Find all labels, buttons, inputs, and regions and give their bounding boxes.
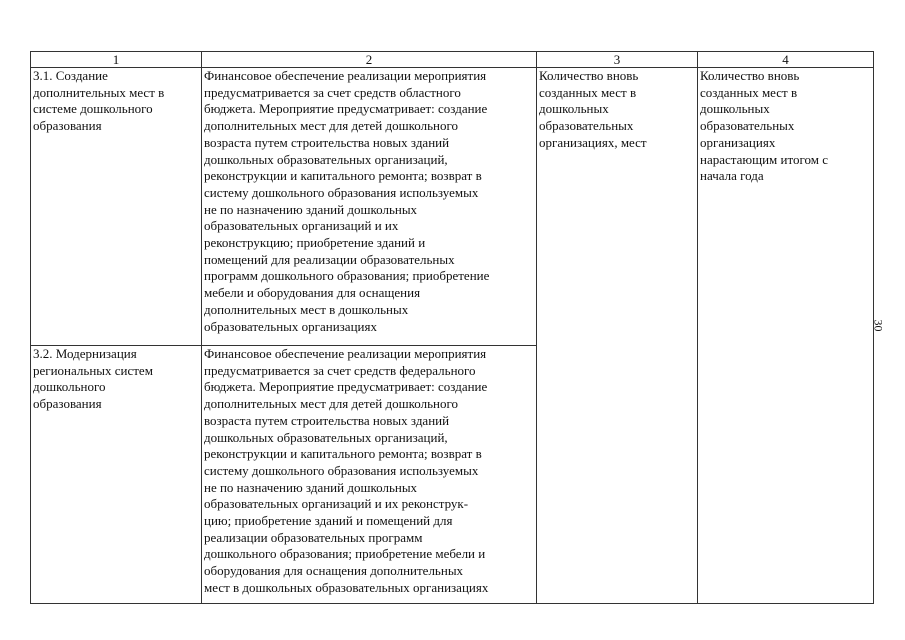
description-cell	[202, 346, 537, 604]
column-number-1: 1	[31, 52, 202, 68]
measure-title: 3.1. Создание дополнительных мест в системе дошкольного образования	[33, 68, 165, 134]
indicator-cumulative-text: Количество вновь созданных мест в дошкольных образовательных организациях нарастающим итогом с начала года	[700, 68, 829, 184]
column-number-3: 3	[537, 52, 698, 68]
measures-table	[30, 51, 874, 604]
measure-description: Финансовое обеспечение реализации мероприятия предусматривается за счет средств областного бюджета. Мероприятие предусматривает: создание дополнительных мест для детей дошкольного возраста путем строительства новых зданий дошкольных образовательных организаций, реконструкции и капитального ремонта; возврат в систему дошкольного образования используемых не по назначению зданий дошкольных образовательных организаций и их реконструкцию; приобретение зданий и помещений для реализации образовательных программ дошкольного образования; приобретение мебели и оборудования для оснащения дополнительных мест в дошкольных образовательных организациях	[204, 68, 490, 334]
measure-cell	[31, 68, 202, 346]
page-number: 30	[871, 319, 886, 332]
measure-cell	[31, 346, 202, 604]
measure-description: Финансовое обеспечение реализации мероприятия предусматривается за счет средств федерального бюджета. Мероприятие предусматривает: создание дополнительных мест для детей дошкольного возраста путем строительства новых зданий дошкольных образовательных организаций, реконструкции и капитального ремонта; возврат в систему дошкольного образования используемых не по назначению зданий дошкольных образовательных организаций и их реконструк- цию; приобретение зданий и помещений для реализации образовательных программ дошкольного образования; приобретение мебели и оборудования для оснащения дополнительных мест в дошкольных образовательных организациях	[204, 346, 489, 595]
table-header	[31, 52, 874, 68]
indicator-cell	[537, 68, 698, 604]
table-row	[31, 68, 874, 346]
column-number-2: 2	[202, 52, 537, 68]
measure-title: 3.2. Модернизация региональных систем дошкольного образования	[33, 346, 153, 412]
column-number-4: 4	[698, 52, 874, 68]
indicator-cumulative-cell	[698, 68, 874, 604]
description-cell	[202, 68, 537, 346]
indicator-text: Количество вновь созданных мест в дошкольных образовательных организациях, мест	[539, 68, 647, 150]
